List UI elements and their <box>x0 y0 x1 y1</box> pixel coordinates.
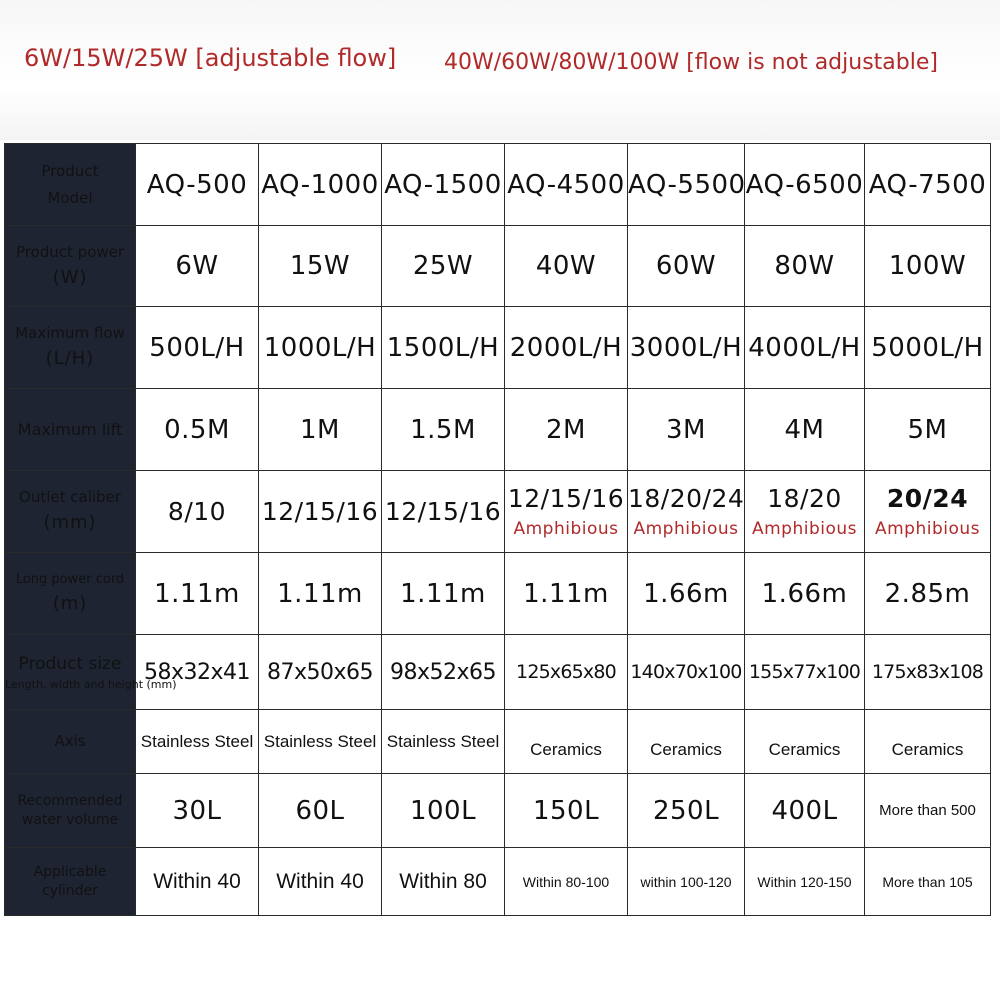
header-adjustable-flow: 6W/15W/25W [adjustable flow] <box>24 44 397 72</box>
outlet-cell: 18/20/24 Amphibious <box>628 471 745 553</box>
row-power <box>5 226 991 307</box>
label-product-model: Product Model <box>5 144 136 226</box>
axis-cell: Ceramics <box>865 710 991 774</box>
axis-cell: Stainless Steel <box>382 710 505 774</box>
power-cell: 6W <box>136 226 259 307</box>
row-power-cord <box>5 553 991 635</box>
label-outlet-caliber: Outlet caliber (mm) <box>5 471 136 553</box>
row-flow <box>5 307 991 389</box>
cylinder-cell: Within 80-100 <box>505 848 628 916</box>
cord-cell: 1.11m <box>382 553 505 635</box>
cylinder-cell: Within 80 <box>382 848 505 916</box>
label-product-power: Product power (W) <box>5 226 136 307</box>
power-cell: 15W <box>259 226 382 307</box>
power-cell: 80W <box>745 226 865 307</box>
size-cell: 87x50x65 <box>259 635 382 710</box>
label-maximum-flow: Maximum flow (L/H) <box>5 307 136 389</box>
volume-cell: 100L <box>382 774 505 848</box>
flow-cell: 2000L/H <box>505 307 628 389</box>
volume-cell: 400L <box>745 774 865 848</box>
header-fixed-flow: 40W/60W/80W/100W [flow is not adjustable] <box>444 50 938 75</box>
model-cell: AQ-500 <box>136 144 259 226</box>
outlet-cell: 12/15/16 <box>259 471 382 553</box>
size-cell: 155x77x100 <box>745 635 865 710</box>
amphibious-note: Amphibious <box>874 519 981 539</box>
lift-cell: 0.5M <box>136 389 259 471</box>
label-applicable-cylinder: Applicable cylinder <box>5 848 136 916</box>
cord-cell: 1.66m <box>745 553 865 635</box>
cord-cell: 1.11m <box>259 553 382 635</box>
axis-cell: Ceramics <box>505 710 628 774</box>
spec-table <box>4 143 991 916</box>
row-water-volume <box>5 774 991 848</box>
cord-cell: 1.11m <box>136 553 259 635</box>
size-cell: 98x52x65 <box>382 635 505 710</box>
model-cell: AQ-1000 <box>259 144 382 226</box>
power-cell: 100W <box>865 226 991 307</box>
cylinder-cell: Within 120-150 <box>745 848 865 916</box>
lift-cell: 4M <box>745 389 865 471</box>
model-cell: AQ-6500 <box>745 144 865 226</box>
flow-cell: 4000L/H <box>745 307 865 389</box>
outlet-cell: 20/24 Amphibious <box>865 471 991 553</box>
flow-cell: 1500L/H <box>382 307 505 389</box>
label-axis: Axis <box>5 710 136 774</box>
outlet-cell: 18/20 Amphibious <box>745 471 865 553</box>
row-model <box>5 144 991 226</box>
cord-cell: 1.11m <box>505 553 628 635</box>
lift-cell: 3M <box>628 389 745 471</box>
axis-cell: Stainless Steel <box>136 710 259 774</box>
power-cell: 25W <box>382 226 505 307</box>
size-cell: 125x65x80 <box>505 635 628 710</box>
outlet-cell: 12/15/16 <box>382 471 505 553</box>
axis-cell: Stainless Steel <box>259 710 382 774</box>
volume-cell: 250L <box>628 774 745 848</box>
label-water-volume: Recommended water volume <box>5 774 136 848</box>
power-cell: 60W <box>628 226 745 307</box>
model-cell: AQ-1500 <box>382 144 505 226</box>
row-axis <box>5 710 991 774</box>
amphibious-note: Amphibious <box>751 519 858 539</box>
power-cell: 40W <box>505 226 628 307</box>
volume-cell: 60L <box>259 774 382 848</box>
label-maximum-lift: Maximum lift <box>5 389 136 471</box>
outlet-cell: 8/10 <box>136 471 259 553</box>
model-cell: AQ-7500 <box>865 144 991 226</box>
row-lift <box>5 389 991 471</box>
flow-cell: 3000L/H <box>628 307 745 389</box>
volume-cell: 150L <box>505 774 628 848</box>
flow-cell: 500L/H <box>136 307 259 389</box>
axis-cell: Ceramics <box>628 710 745 774</box>
amphibious-note: Amphibious <box>513 519 619 539</box>
row-product-size <box>5 635 991 710</box>
flow-cell: 1000L/H <box>259 307 382 389</box>
model-cell: AQ-5500 <box>628 144 745 226</box>
size-cell: 58x32x41 <box>136 635 259 710</box>
row-applicable-cylinder <box>5 848 991 916</box>
axis-cell: Ceramics <box>745 710 865 774</box>
cord-cell: 2.85m <box>865 553 991 635</box>
label-power-cord: Long power cord (m) <box>5 553 136 635</box>
model-cell: AQ-4500 <box>505 144 628 226</box>
lift-cell: 5M <box>865 389 991 471</box>
size-cell: 175x83x108 <box>865 635 991 710</box>
cord-cell: 1.66m <box>628 553 745 635</box>
cylinder-cell: within 100-120 <box>628 848 745 916</box>
flow-cell: 5000L/H <box>865 307 991 389</box>
volume-cell: More than 500 <box>865 774 991 848</box>
cylinder-cell: Within 40 <box>259 848 382 916</box>
label-product-size: Product size Length, width and height (mm) <box>5 635 136 710</box>
lift-cell: 2M <box>505 389 628 471</box>
amphibious-note: Amphibious <box>633 519 739 539</box>
lift-cell: 1M <box>259 389 382 471</box>
lift-cell: 1.5M <box>382 389 505 471</box>
cylinder-cell: Within 40 <box>136 848 259 916</box>
cylinder-cell: More than 105 <box>865 848 991 916</box>
row-outlet <box>5 471 991 553</box>
volume-cell: 30L <box>136 774 259 848</box>
size-cell: 140x70x100 <box>628 635 745 710</box>
outlet-cell: 12/15/16 Amphibious <box>505 471 628 553</box>
